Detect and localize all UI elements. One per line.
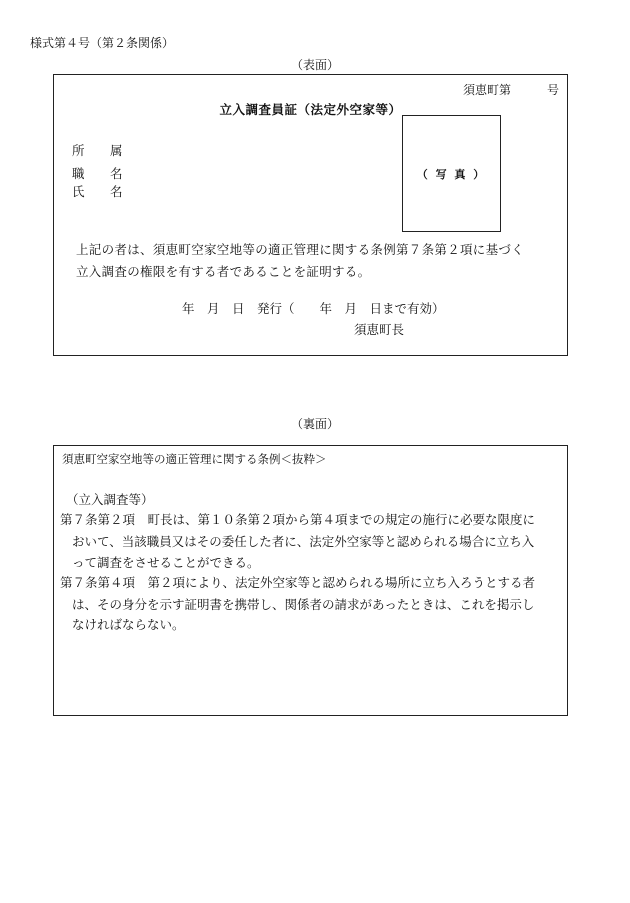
article-7-4-line-2: は、その身分を示す証明書を携帯し、関係者の請求があったときは、これを掲示し (72, 597, 535, 612)
article-7-4-line-3: なければならない。 (72, 617, 185, 632)
field-label-char: 職 (72, 166, 85, 181)
field-label-char: 所 (72, 143, 85, 158)
field-label-char: 名 (110, 166, 123, 181)
field-name (72, 182, 123, 200)
article-7-2-line-3: って調査をさせることができる。 (72, 555, 260, 570)
section-title: （立入調査等） (66, 492, 154, 507)
field-label-char: 氏 (72, 184, 85, 199)
ordinance-title: 須恵町空家空地等の適正管理に関する条例＜抜粋＞ (62, 452, 327, 466)
article-7-2-line-2: おいて、当該職員又はその委任した者に、法定外空家等と認められる場合に立ち入 (72, 534, 535, 549)
field-affiliation (72, 141, 123, 159)
card-title: 立入調査員証（法定外空家等） (219, 102, 402, 117)
photo-label: （ 写 真 ） (416, 167, 487, 181)
certification-text-line-2: 立入調査の権限を有する者であることを証明する。 (76, 264, 371, 279)
id-card-front (53, 74, 568, 356)
field-position (72, 164, 123, 182)
issuer-number (463, 81, 559, 98)
photo-placeholder (402, 115, 501, 232)
id-card-back (53, 445, 568, 716)
back-side-label: （裏面） (290, 417, 339, 431)
certification-text-line-1: 上記の者は、須恵町空家空地等の適正管理に関する条例第７条第２項に基づく (76, 242, 525, 257)
form-number: 様式第４号（第２条関係） (30, 36, 175, 50)
article-7-4-line-1: 第７条第４項 第２項により、法定外空家等と認められる場所に立ち入ろうとする者 (60, 575, 536, 590)
mayor-signature: 須恵町長 (354, 322, 405, 337)
article-7-2-line-1: 第７条第２項 町長は、第１０条第２項から第４項までの規定の施行に必要な限度に (60, 512, 536, 527)
issuer-suffix: 号 (546, 83, 559, 97)
field-label-char: 名 (110, 184, 123, 199)
front-side-label: （表面） (290, 58, 339, 72)
field-label-char: 属 (110, 143, 123, 158)
issue-date-line: 年 月 日 発行（ 年 月 日まで有効） (182, 301, 445, 316)
issuer-prefix: 須恵町第 (462, 83, 511, 97)
